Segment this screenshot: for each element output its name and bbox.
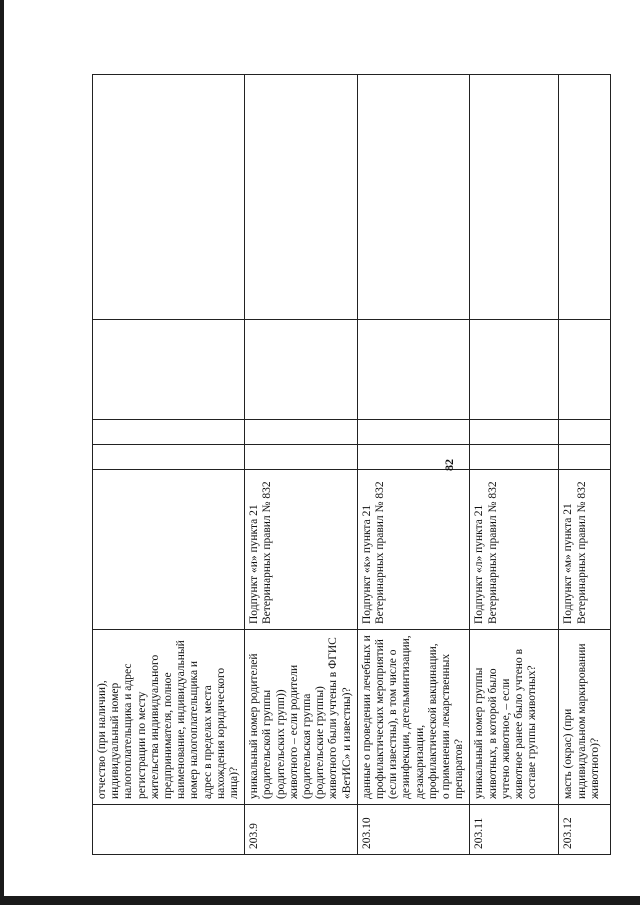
row-number: 203.10: [357, 805, 470, 855]
legal-reference: [93, 470, 245, 630]
answer-cell-yes: [93, 445, 245, 470]
row-number: 203.11: [470, 805, 559, 855]
answer-cell-na: [470, 320, 559, 420]
legal-reference: Подпункт «и» пункта 21 Ветеринарных правил № 832: [245, 470, 358, 630]
question-text: уникальный номер группы животных, в которой было учтено животное, – если животное ранее было учтено в составе группы животных?: [470, 630, 559, 805]
question-text: масть (окрас) (при индивидуальном маркировании животного)?: [559, 630, 611, 805]
row-number: 203.9: [245, 805, 358, 855]
comment-cell: [357, 75, 470, 320]
answer-cell-na: [245, 320, 358, 420]
answer-cell-no: [470, 420, 559, 445]
question-text: отчество (при наличии), индивидуальный номер налогоплательщика и адрес регистрации по месту жительства индивидуального предпринимателя, полное наименование, индивидуальный номер налогоплательщика и адрес в пределах места нахождения юридического лица)?: [93, 630, 245, 805]
table-row: [559, 75, 611, 855]
answer-cell-no: [93, 420, 245, 445]
table-row: [245, 75, 358, 855]
legal-reference: Подпункт «м» пункта 21 Ветеринарных правил № 832: [559, 470, 611, 630]
comment-cell: [470, 75, 559, 320]
answer-cell-na: [357, 320, 470, 420]
legal-reference: Подпункт «к» пункта 21 Ветеринарных правил № 832: [357, 470, 470, 630]
question-text: данные о проведении лечебных и профилактических мероприятий (если известны), в том числе о дезинфекции, дегельминтизации, дезакаризации, профилактической вакцинации, о применении лекарственных препаратов?: [357, 630, 470, 805]
answer-cell-yes: [559, 445, 611, 470]
comment-cell: [559, 75, 611, 320]
answer-cell-no: [559, 420, 611, 445]
table-row: [470, 75, 559, 855]
table-row: [93, 75, 245, 855]
scan-edge-left: [0, 0, 4, 905]
page-number: 82: [442, 459, 456, 471]
answer-cell-yes: [470, 445, 559, 470]
checklist-table: [92, 74, 611, 855]
answer-cell-no: [245, 420, 358, 445]
scan-edge-bottom: [0, 896, 640, 905]
answer-cell-yes: [245, 445, 358, 470]
row-number: 203.12: [559, 805, 611, 855]
comment-cell: [93, 75, 245, 320]
row-number: [93, 805, 245, 855]
comment-cell: [245, 75, 358, 320]
question-text: уникальный номер родителей (родительской группы (родительских групп)) животного – если родители (родительская группа (родительские группы) животного были учтены в ФГИС «ВетИС» и известны)?: [245, 630, 358, 805]
answer-cell-na: [93, 320, 245, 420]
rotated-page-content: [92, 75, 601, 855]
answer-cell-na: [559, 320, 611, 420]
legal-reference: Подпункт «л» пункта 21 Ветеринарных правил № 832: [470, 470, 559, 630]
